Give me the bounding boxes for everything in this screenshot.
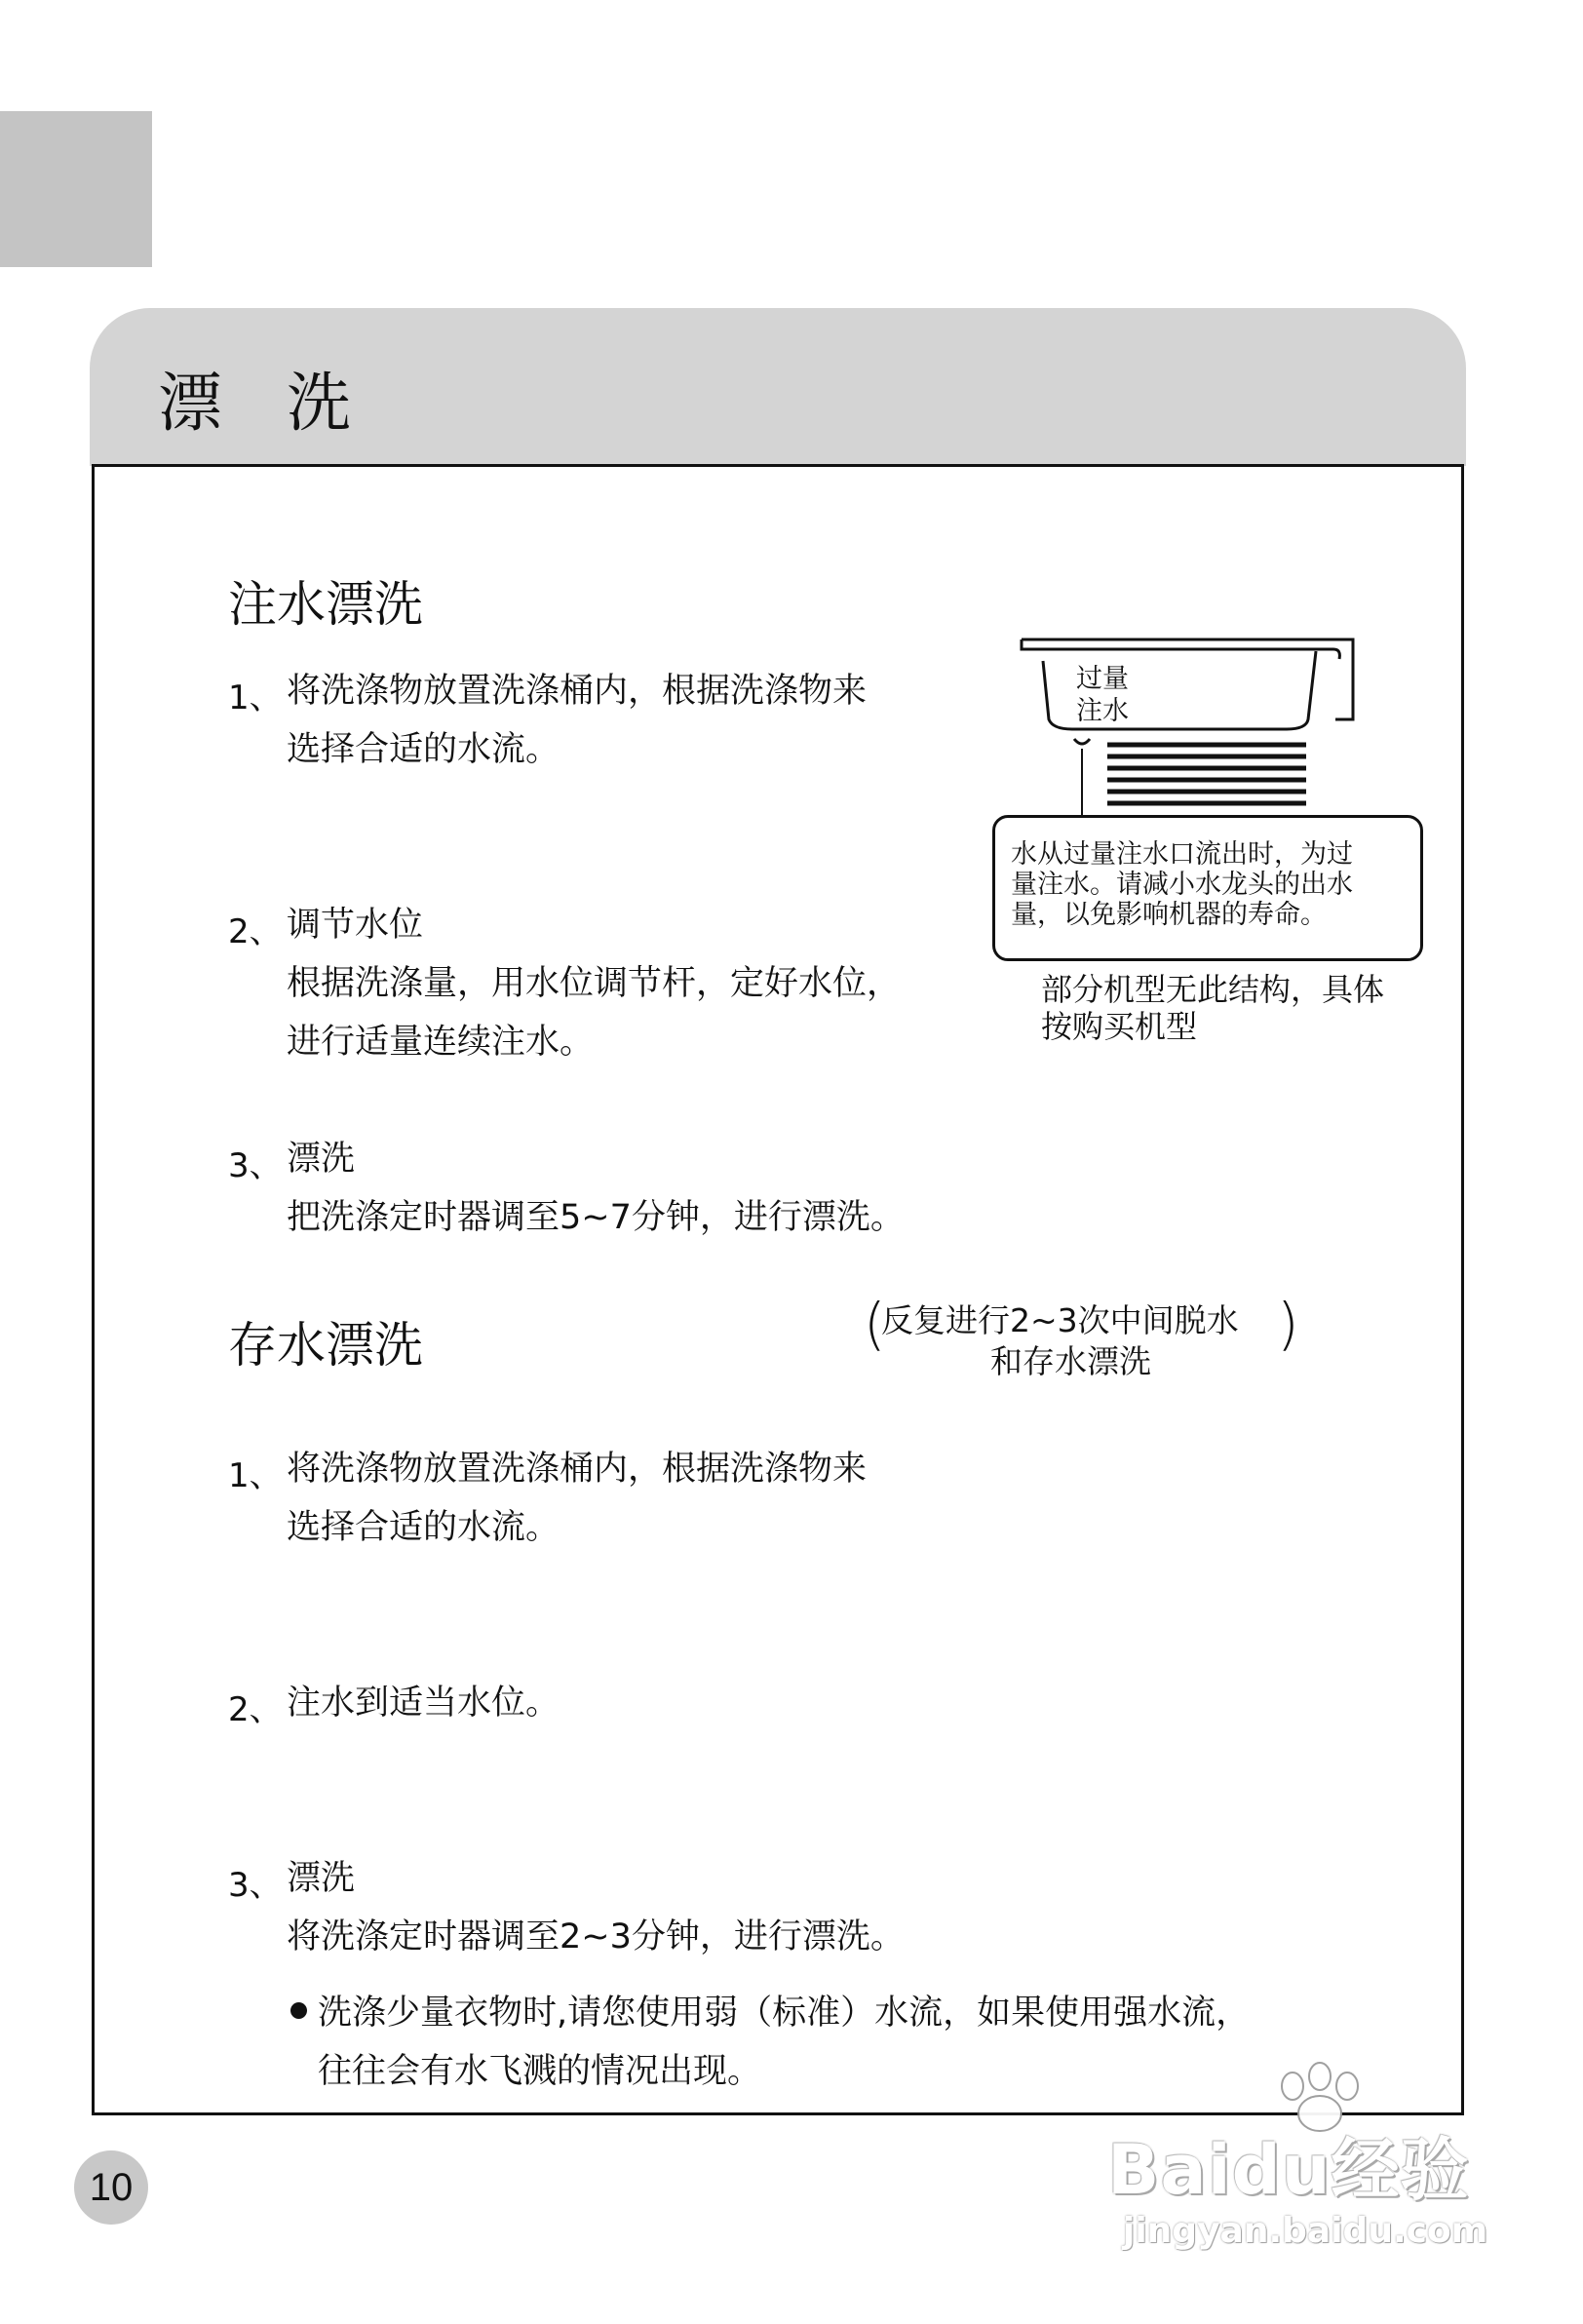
note-line: 和存水漂洗: [990, 1342, 1151, 1380]
diagram-label: 过量: [1076, 664, 1129, 694]
callout-line: 量，以免影响机器的寿命。: [1011, 900, 1327, 930]
callout-line: 量注水。请减小水龙头的出水: [1011, 870, 1353, 900]
watermark-brand: Baidu经验: [1107, 2130, 1470, 2210]
step-heading: 漂洗: [287, 1140, 356, 1179]
step-number: 2、: [228, 912, 283, 951]
step-text: 把洗涤定时器调至5~7分钟，进行漂洗。: [287, 1198, 905, 1237]
page-number: 10: [74, 2150, 148, 2225]
corner-tab: [0, 111, 152, 267]
step-text: 将洗涤物放置洗涤桶内，根据洗涤物来: [287, 1450, 868, 1489]
section-title-fill-rinse: 注水漂洗: [228, 576, 423, 633]
callout-line: 水从过量注水口流出时，为过: [1011, 839, 1353, 870]
watermark: [1107, 2071, 1497, 2266]
bullet-text: 洗涤少量衣物时,请您使用弱（标准）水流，如果使用强水流，: [318, 1994, 1251, 2033]
step-text: 注水到适当水位。: [287, 1684, 560, 1723]
model-note: [1041, 971, 1450, 1045]
overflow-callout: [992, 815, 1423, 961]
step-text: 根据洗涤量，用水位调节杆，定好水位，: [287, 964, 902, 1003]
step-number: 1、: [228, 1456, 283, 1495]
bullet-text: 往往会有水飞溅的情况出现。: [318, 2052, 762, 2091]
overflow-inlet-diagram: [1014, 632, 1384, 827]
model-note-line: 部分机型无此结构，具体: [1041, 971, 1385, 1008]
diagram-label: 注水: [1076, 696, 1129, 726]
model-note-line: 按购买机型: [1041, 1008, 1198, 1045]
step-number: 1、: [228, 678, 283, 717]
step-heading: 漂洗: [287, 1859, 356, 1898]
step-text: 将洗涤定时器调至2~3分钟，进行漂洗。: [287, 1917, 905, 1956]
store-rinse-note: [864, 1291, 1312, 1408]
step-text: 选择合适的水流。: [287, 730, 560, 769]
page-title: 漂 洗: [158, 366, 351, 441]
step-number: 3、: [228, 1146, 283, 1185]
open-paren-icon: (: [864, 1291, 886, 1357]
step-text: 将洗涤物放置洗涤桶内，根据洗涤物来: [287, 672, 868, 711]
step-text: 选择合适的水流。: [287, 1508, 560, 1547]
step-heading: 调节水位: [287, 906, 424, 945]
close-paren-icon: ): [1277, 1291, 1299, 1357]
section-title-store-rinse: 存水漂洗: [228, 1317, 423, 1374]
note-line: 反复进行2~3次中间脱水: [881, 1301, 1239, 1339]
step-text: 进行适量连续注水。: [287, 1023, 595, 1062]
step-number: 3、: [228, 1866, 283, 1905]
step-number: 2、: [228, 1690, 283, 1729]
watermark-url: jingyan.baidu.com: [1123, 2211, 1488, 2251]
bullet-icon: [290, 2002, 307, 2019]
